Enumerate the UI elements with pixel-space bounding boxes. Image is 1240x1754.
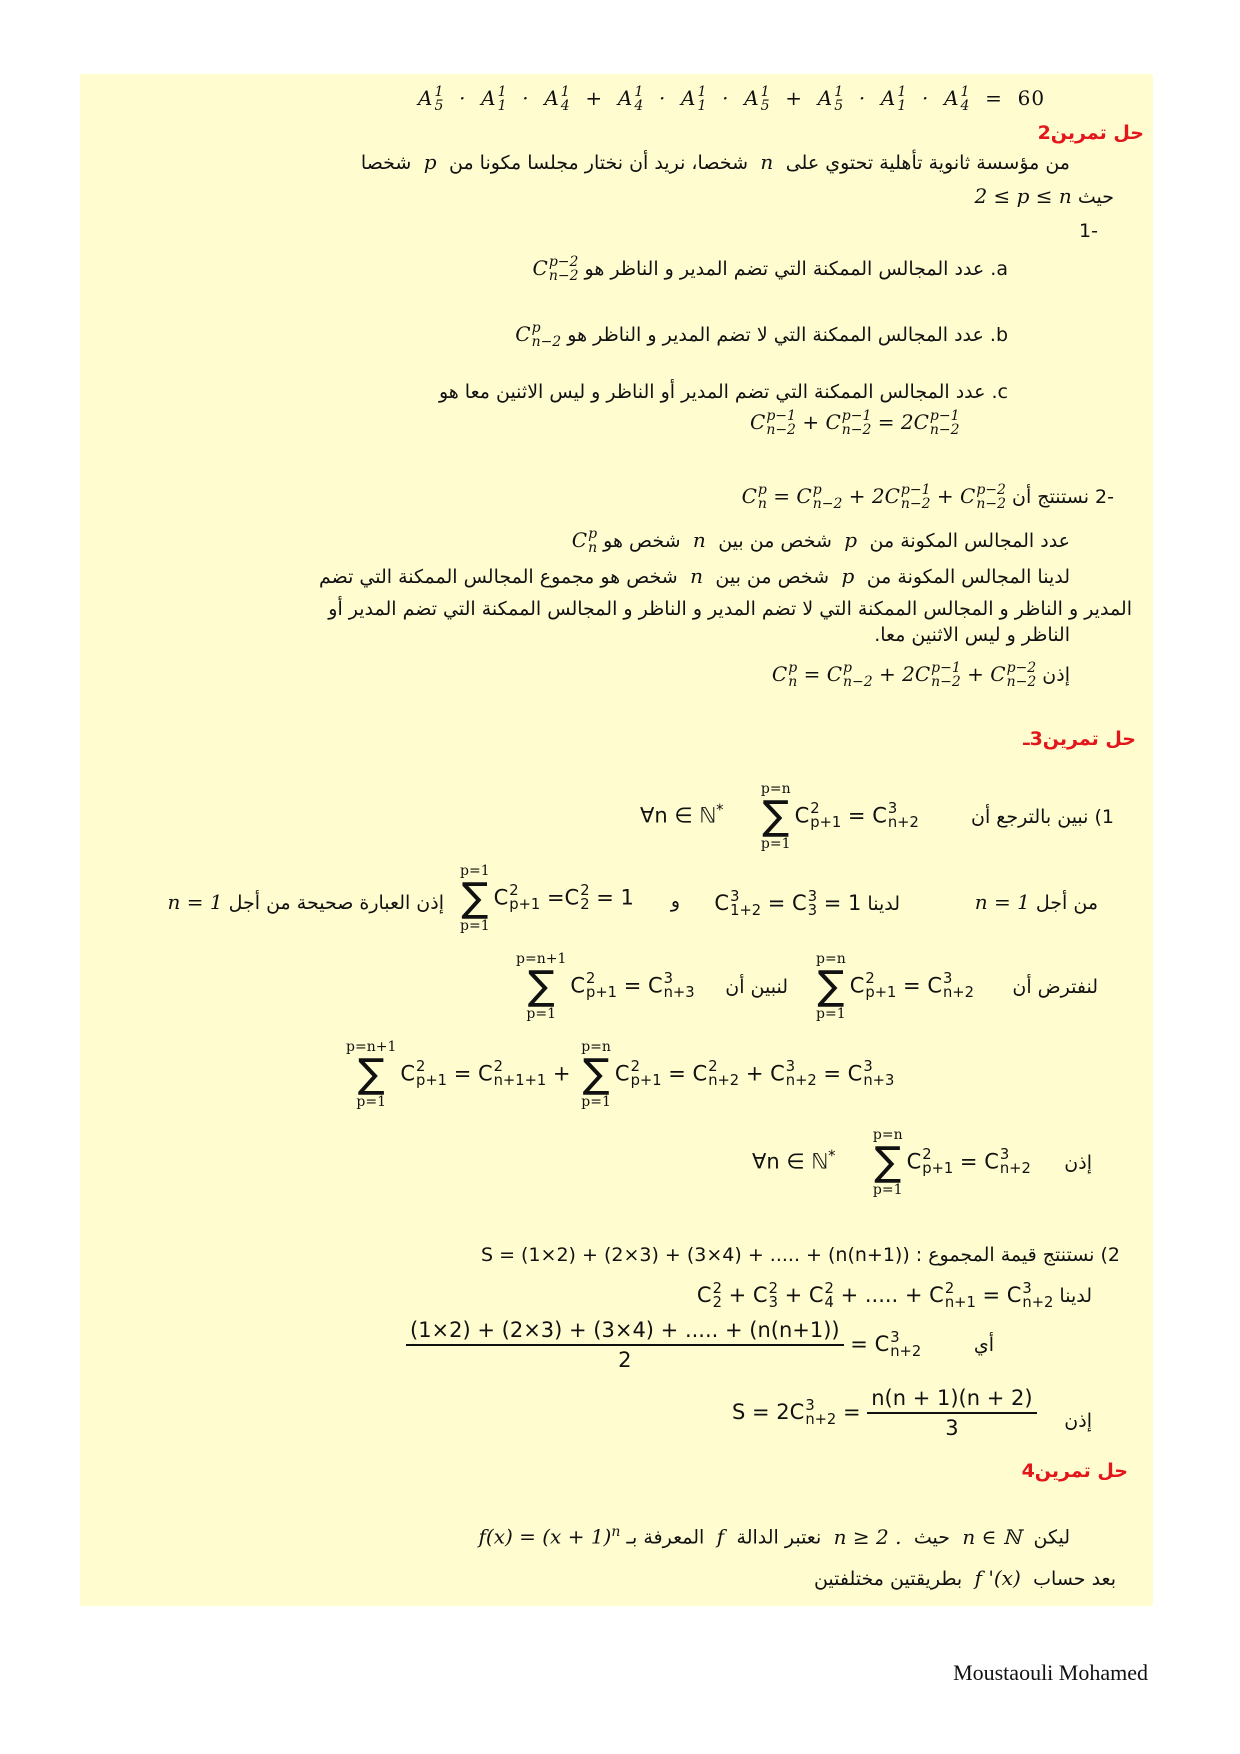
ex3-base-for-text: من أجل xyxy=(1035,892,1098,914)
ex2-conclusion-word: إذن xyxy=(1042,664,1070,686)
ex3-therefore2: إذن xyxy=(1064,1410,1092,1432)
ex3-base-have: لدينا C 3 1+2 = C 3 3 = 1 xyxy=(707,888,900,919)
ex3-s-expr: S = (1×2) + (2×3) + (3×4) + ..... + (n(n+1)) xyxy=(480,1244,910,1266)
ex3-goal: p=n+1 ∑ p=1 C 2 p+1 = C 3 n+3 xyxy=(516,951,695,1022)
ex2-heading: حل تمرين2 xyxy=(1037,122,1144,144)
ex4-let: ليكن xyxy=(1033,1526,1070,1549)
ex2-a-text: a. عدد المجالس الممكنة التي تضم المدير و الناظر هو xyxy=(584,258,1008,280)
ex2-p1-c: شخص هو xyxy=(603,530,681,552)
ex2-intro-line2: حيث 2 ≤ p ≤ n xyxy=(968,184,1114,208)
ex3-q2 xyxy=(481,1244,1120,1266)
ex2-p1: عدد المجالس المكونة من p شخص من بين n شخص هو C p n xyxy=(565,526,1070,556)
ex2-p3: المدير و الناظر و المجالس الممكنة التي لا تضم المدير و الناظر و المجالس الممكنة التي تضم المدير أو xyxy=(328,598,1132,620)
ex2-part2-text: -2 نستنتج أن xyxy=(1012,486,1114,508)
ex3-ie: أي xyxy=(973,1334,994,1356)
ex3-q1-formula: ∀n ∈ ℕ* p=n ∑ p=1 C 2 p+1 = C 3 n+2 xyxy=(640,781,919,852)
ex2-part1-label: -1 xyxy=(1079,220,1098,242)
ex3-and: و xyxy=(670,890,680,912)
ex4-line1: ليكن n ∈ ℕ حيث n ≥ 2 . نعتبر الدالة f المعرفة بـ $f(x) = (x + 1)^n$ xyxy=(472,1524,1070,1549)
ex2-b-text: b. عدد المجالس الممكنة التي لا تضم المدير و الناظر هو xyxy=(567,324,1008,346)
ex3-we-have2: لدينا C 2 2 + C 2 3 + C 2 4 + ..... + C 2 n+1 = C 3 n+2 xyxy=(690,1280,1092,1311)
ex3-heading: حل تمرين3ـ xyxy=(1023,728,1136,750)
ex3-hypothesis: p=n ∑ p=1 C 2 p+1 = C 3 n+2 xyxy=(816,951,974,1022)
ex2-c-text: c. عدد المجالس الممكنة التي تضم المدير أو الناظر و ليس الاثنين معا هو xyxy=(438,381,1008,403)
footer-author: Moustaouli Mohamed xyxy=(953,1660,1148,1685)
ex4-line2: بعد حساب f '(x) بطريقتين مختلفتين xyxy=(813,1566,1116,1590)
ex2-p1-a: عدد المجالس المكونة من xyxy=(869,530,1070,552)
var-p: p xyxy=(417,150,443,174)
ex2-p1-b: شخص من بين xyxy=(718,530,832,552)
var-n: n xyxy=(754,150,780,174)
ex3-suppose: لنفترض أن xyxy=(1012,976,1098,998)
ex4-after: بعد حساب xyxy=(1033,1568,1116,1590)
ex2-conclusion: إذن C p n = C p n−2 + 2C p−1 n−2 + C p−2 n−2 xyxy=(765,660,1070,690)
ex2-p2-b: شخص من بين xyxy=(715,566,830,588)
ex3-therefore-formula: ∀n ∈ ℕ* p=n ∑ p=1 C 2 p+1 = C 3 n+2 xyxy=(752,1127,1031,1198)
ex3-induction-step: p=n+1 ∑ p=1 C 2 p+1 = C 2 n+1+1 + p=n ∑ p=1 C 2 p+1 = C 2 n+2 + C 3 n+2 = C 3 n+3 xyxy=(346,1039,895,1110)
ex3-q2-text: 2) نستنتج قيمة المجموع : xyxy=(915,1244,1120,1266)
ex2-b: b. عدد المجالس الممكنة التي لا تضم المدير و الناظر هو C p n−2 xyxy=(508,320,1008,350)
ex3-therefore: إذن xyxy=(1064,1152,1092,1174)
ex2-intro-c: شخصا xyxy=(360,152,412,174)
ex2-p4: الناظر و ليس الاثنين معا. xyxy=(874,624,1070,646)
top-equation: A 1 5 · A 1 1 · A 1 4 + A 1 4 · A 1 1 · A 1 5 + A 1 5 · A 1 1 · A 1 4 = 60 xyxy=(418,84,1046,114)
ex3-to-show: لنبين أن xyxy=(725,976,788,998)
content-panel xyxy=(80,74,1153,1606)
ex2-intro-line1 xyxy=(361,150,1070,174)
ex2-p2-c: شخص هو مجموع المجالس الممكنة التي تضم xyxy=(318,566,678,588)
ex3-base-sum: p=1 ∑ p=1 C 2 p+1 =C 2 2 = 1 xyxy=(460,863,634,934)
ex4-consider: نعتبر الدالة xyxy=(736,1526,822,1549)
ex4-where: حيث xyxy=(913,1526,951,1549)
ex2-where: حيث xyxy=(1077,186,1114,208)
ex3-ie-formula: $\frac{(1\times 2) + (2\times 3) + (3\times 4) + ..... + (n(n+1))}{2}$ = C 3 n+2 xyxy=(406,1318,921,1372)
ex3-base-for: من أجل n = 1 xyxy=(968,890,1098,914)
ex3-heading-text: حل تمرين3 xyxy=(1029,728,1136,750)
ex3-base-conclusion-text: إذن العبارة صحيحة من أجل xyxy=(228,892,444,914)
ex3-q1-label: 1) نبين بالترجع أن xyxy=(970,806,1114,828)
ex3-we-have-text: لدينا xyxy=(867,892,900,915)
ex4-heading: حل تمرين4 xyxy=(1021,1460,1128,1482)
ex3-we-have2-text: لدينا xyxy=(1059,1284,1092,1307)
ex2-c-formula: C p−1 n−2 + C p−1 n−2 = 2C p−1 n−2 xyxy=(750,408,960,438)
ex2-p2-a: لدينا المجالس المكونة من xyxy=(866,566,1070,588)
ex2-intro-b: شخصا، نريد أن نختار مجلسا مكونا من xyxy=(448,152,748,174)
ex4-two-ways: بطريقتين مختلفتين xyxy=(813,1568,963,1590)
ex2-c xyxy=(439,381,1008,403)
ex2-intro-a: من مؤسسة ثانوية تأهلية تحتوي على xyxy=(785,152,1070,174)
ex2-a: a. عدد المجالس الممكنة التي تضم المدير و الناظر هو C p−2 n−2 xyxy=(526,254,1008,284)
ex3-base-conclusion: إذن العبارة صحيحة من أجل n = 1 xyxy=(161,890,444,914)
ex4-defined-by: المعرفة بـ xyxy=(626,1526,705,1549)
ex3-s-result: S = 2C 3 n+2 = $\frac{n(n + 1)(n + 2)}{3}$ xyxy=(732,1386,1037,1440)
ex2-p2: لدينا المجالس المكونة من p شخص من بين n شخص هو مجموع المجالس الممكنة التي تضم xyxy=(318,564,1070,588)
ex2-part2: -2 نستنتج أن C p n = C p n−2 + 2C p−1 n−2 + C p−2 n−2 xyxy=(735,482,1114,512)
